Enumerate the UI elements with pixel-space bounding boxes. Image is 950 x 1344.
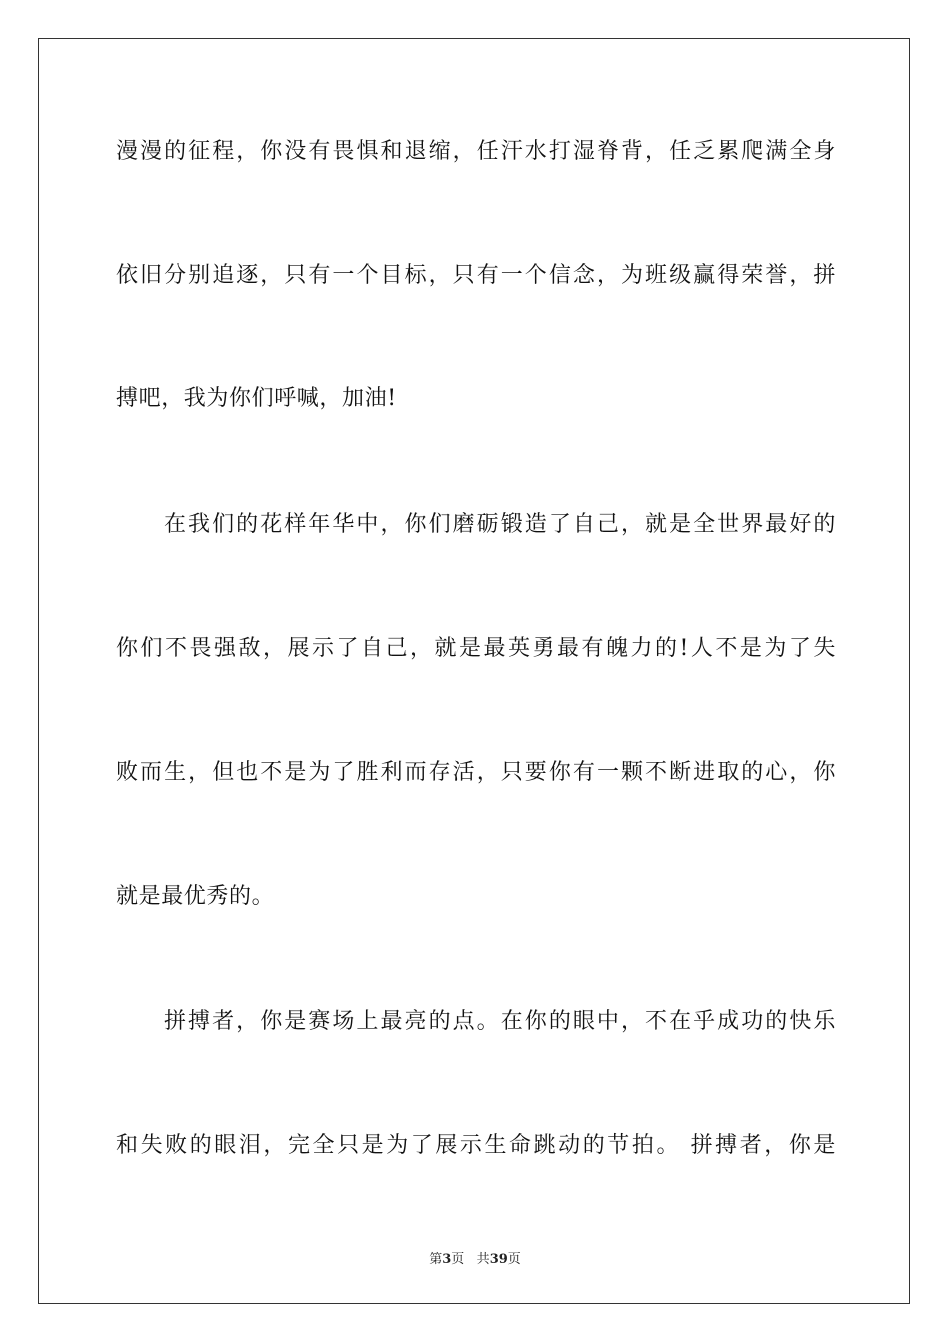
text-line-6: 败而生，但也不是为了胜利而存活，只要你有一颗不断进取的心，你 [116,760,836,785]
footer-total-prefix: 共 [476,1252,490,1267]
text-line-2: 依旧分别追逐，只有一个目标，只有一个信念，为班级赢得荣誉，拼 [116,263,836,288]
page-border [38,38,910,1304]
text-line-9: 和失败的眼泪，完全只是为了展示生命跳动的节拍。 拼搏者，你是 [116,1133,836,1158]
page-footer [0,1248,950,1267]
footer-page-number: 3 [442,1252,452,1267]
footer-total-pages: 39 [489,1252,508,1267]
text-line-3: 搏吧，我为你们呼喊，加油! [116,386,397,411]
text-line-5: 你们不畏强敌，展示了自己，就是最英勇最有魄力的!人不是为了失 [116,636,836,661]
footer-total-suffix: 页 [507,1252,521,1267]
footer-page-suffix: 页 [451,1252,465,1267]
footer-page-prefix: 第 [429,1252,443,1267]
text-line-8: 拼搏者，你是赛场上最亮的点。在你的眼中，不在乎成功的快乐 [164,1009,836,1034]
text-line-1: 漫漫的征程，你没有畏惧和退缩，任汗水打湿脊背，任乏累爬满全身 [116,139,836,164]
text-line-4: 在我们的花样年华中，你们磨砺锻造了自己，就是全世界最好的 [164,512,836,537]
text-line-7: 就是最优秀的。 [116,884,275,909]
